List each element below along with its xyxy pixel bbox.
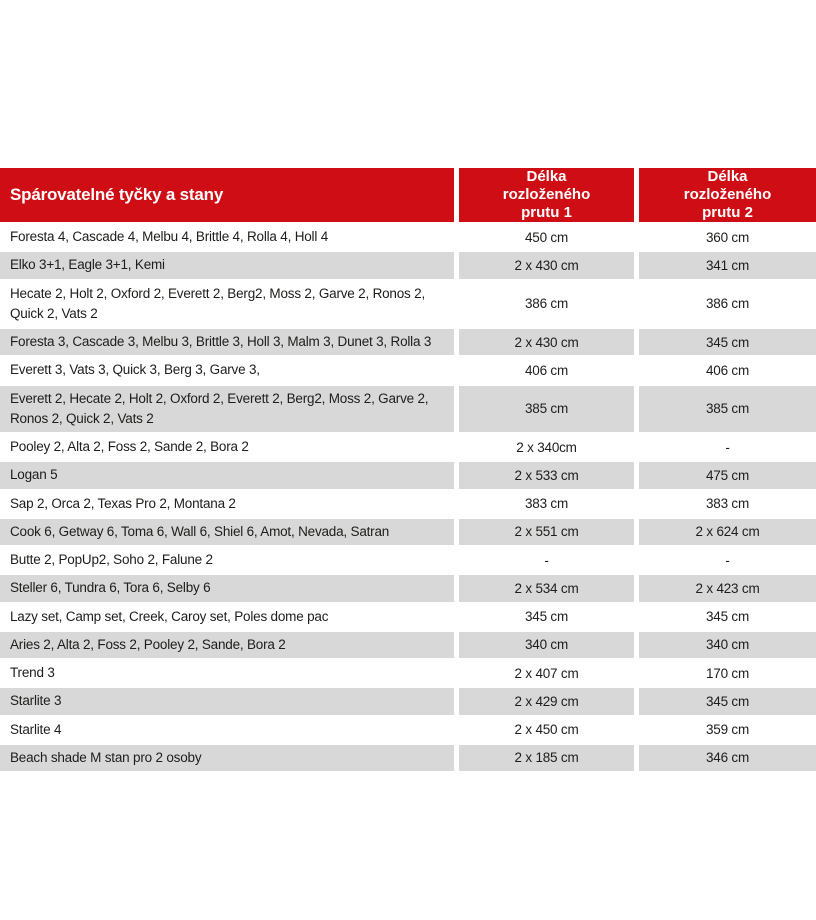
pole1-length-cell: 2 x 407 cm xyxy=(459,660,639,688)
tent-group-cell: Hecate 2, Holt 2, Oxford 2, Everett 2, Berg2, Moss 2, Garve 2, Ronos 2, Quick 2, Vats 2 xyxy=(0,281,459,330)
table-header xyxy=(0,168,816,224)
table-row xyxy=(0,224,816,252)
tent-group-cell: Beach shade M stan pro 2 osoby xyxy=(0,745,459,773)
tent-group-cell: Starlite 4 xyxy=(0,717,459,745)
table-row xyxy=(0,604,816,632)
tent-group-cell: Foresta 4, Cascade 4, Melbu 4, Brittle 4, Rolla 4, Holl 4 xyxy=(0,224,459,252)
pole2-length-cell: 386 cm xyxy=(639,281,816,330)
pole1-length-cell: 406 cm xyxy=(459,357,639,385)
pole2-length-cell: 2 x 624 cm xyxy=(639,519,816,547)
pole2-length-cell: 340 cm xyxy=(639,632,816,660)
table-row xyxy=(0,252,816,280)
tent-group-cell: Pooley 2, Alta 2, Foss 2, Sande 2, Bora 2 xyxy=(0,434,459,462)
table-row xyxy=(0,462,816,490)
pole1-length-cell: 2 x 533 cm xyxy=(459,462,639,490)
table-row xyxy=(0,434,816,462)
compatibility-table-container xyxy=(0,168,816,773)
column-header-pole2: Délka rozloženého prutu 2 xyxy=(639,168,816,224)
pole2-length-cell: 341 cm xyxy=(639,252,816,280)
table-row xyxy=(0,519,816,547)
pole2-length-cell: 383 cm xyxy=(639,491,816,519)
tent-group-cell: Everett 3, Vats 3, Quick 3, Berg 3, Garve 3, xyxy=(0,357,459,385)
pole2-length-cell: 385 cm xyxy=(639,386,816,435)
pole2-length-cell: 345 cm xyxy=(639,604,816,632)
tent-group-cell: Aries 2, Alta 2, Foss 2, Pooley 2, Sande, Bora 2 xyxy=(0,632,459,660)
pole1-length-cell: 340 cm xyxy=(459,632,639,660)
tent-group-cell: Cook 6, Getway 6, Toma 6, Wall 6, Shiel 6, Amot, Nevada, Satran xyxy=(0,519,459,547)
pole1-length-cell: 2 x 429 cm xyxy=(459,688,639,716)
pole2-length-cell: 359 cm xyxy=(639,717,816,745)
pole2-length-cell: 345 cm xyxy=(639,688,816,716)
pole2-length-cell: 475 cm xyxy=(639,462,816,490)
pole1-length-cell: 386 cm xyxy=(459,281,639,330)
table-row xyxy=(0,632,816,660)
pole1-length-cell: 2 x 551 cm xyxy=(459,519,639,547)
pole2-length-cell: 360 cm xyxy=(639,224,816,252)
table-row xyxy=(0,386,816,435)
tent-pole-compatibility-table xyxy=(0,168,816,773)
pole1-length-cell: 450 cm xyxy=(459,224,639,252)
pole2-length-cell: - xyxy=(639,547,816,575)
table-row xyxy=(0,745,816,773)
pole2-length-cell: 345 cm xyxy=(639,329,816,357)
tent-group-cell: Steller 6, Tundra 6, Tora 6, Selby 6 xyxy=(0,575,459,603)
pole1-length-cell: 385 cm xyxy=(459,386,639,435)
tent-group-cell: Elko 3+1, Eagle 3+1, Kemi xyxy=(0,252,459,280)
table-row xyxy=(0,547,816,575)
pole1-length-cell: 2 x 534 cm xyxy=(459,575,639,603)
table-body xyxy=(0,224,816,773)
column-header-pole1: Délka rozloženého prutu 1 xyxy=(459,168,639,224)
table-row xyxy=(0,491,816,519)
tent-group-cell: Foresta 3, Cascade 3, Melbu 3, Brittle 3, Holl 3, Malm 3, Dunet 3, Rolla 3 xyxy=(0,329,459,357)
tent-group-cell: Logan 5 xyxy=(0,462,459,490)
pole1-length-cell: 2 x 430 cm xyxy=(459,329,639,357)
table-row xyxy=(0,660,816,688)
tent-group-cell: Starlite 3 xyxy=(0,688,459,716)
table-row xyxy=(0,281,816,330)
pole2-length-cell: 170 cm xyxy=(639,660,816,688)
table-title: Spárovatelné tyčky a stany xyxy=(0,168,459,224)
table-row xyxy=(0,357,816,385)
pole1-length-cell: 2 x 450 cm xyxy=(459,717,639,745)
table-row xyxy=(0,717,816,745)
pole1-length-cell: 2 x 185 cm xyxy=(459,745,639,773)
header-row xyxy=(0,168,816,224)
table-row xyxy=(0,688,816,716)
pole2-length-cell: 406 cm xyxy=(639,357,816,385)
table-row xyxy=(0,329,816,357)
tent-group-cell: Butte 2, PopUp2, Soho 2, Falune 2 xyxy=(0,547,459,575)
tent-group-cell: Sap 2, Orca 2, Texas Pro 2, Montana 2 xyxy=(0,491,459,519)
pole2-length-cell: - xyxy=(639,434,816,462)
tent-group-cell: Lazy set, Camp set, Creek, Caroy set, Poles dome pac xyxy=(0,604,459,632)
table-row xyxy=(0,575,816,603)
pole1-length-cell: 383 cm xyxy=(459,491,639,519)
pole1-length-cell: 2 x 340cm xyxy=(459,434,639,462)
pole1-length-cell: - xyxy=(459,547,639,575)
tent-group-cell: Trend 3 xyxy=(0,660,459,688)
pole2-length-cell: 2 x 423 cm xyxy=(639,575,816,603)
pole2-length-cell: 346 cm xyxy=(639,745,816,773)
pole1-length-cell: 345 cm xyxy=(459,604,639,632)
tent-group-cell: Everett 2, Hecate 2, Holt 2, Oxford 2, Everett 2, Berg2, Moss 2, Garve 2, Ronos 2, Quick 2, Vats 2 xyxy=(0,386,459,435)
pole1-length-cell: 2 x 430 cm xyxy=(459,252,639,280)
